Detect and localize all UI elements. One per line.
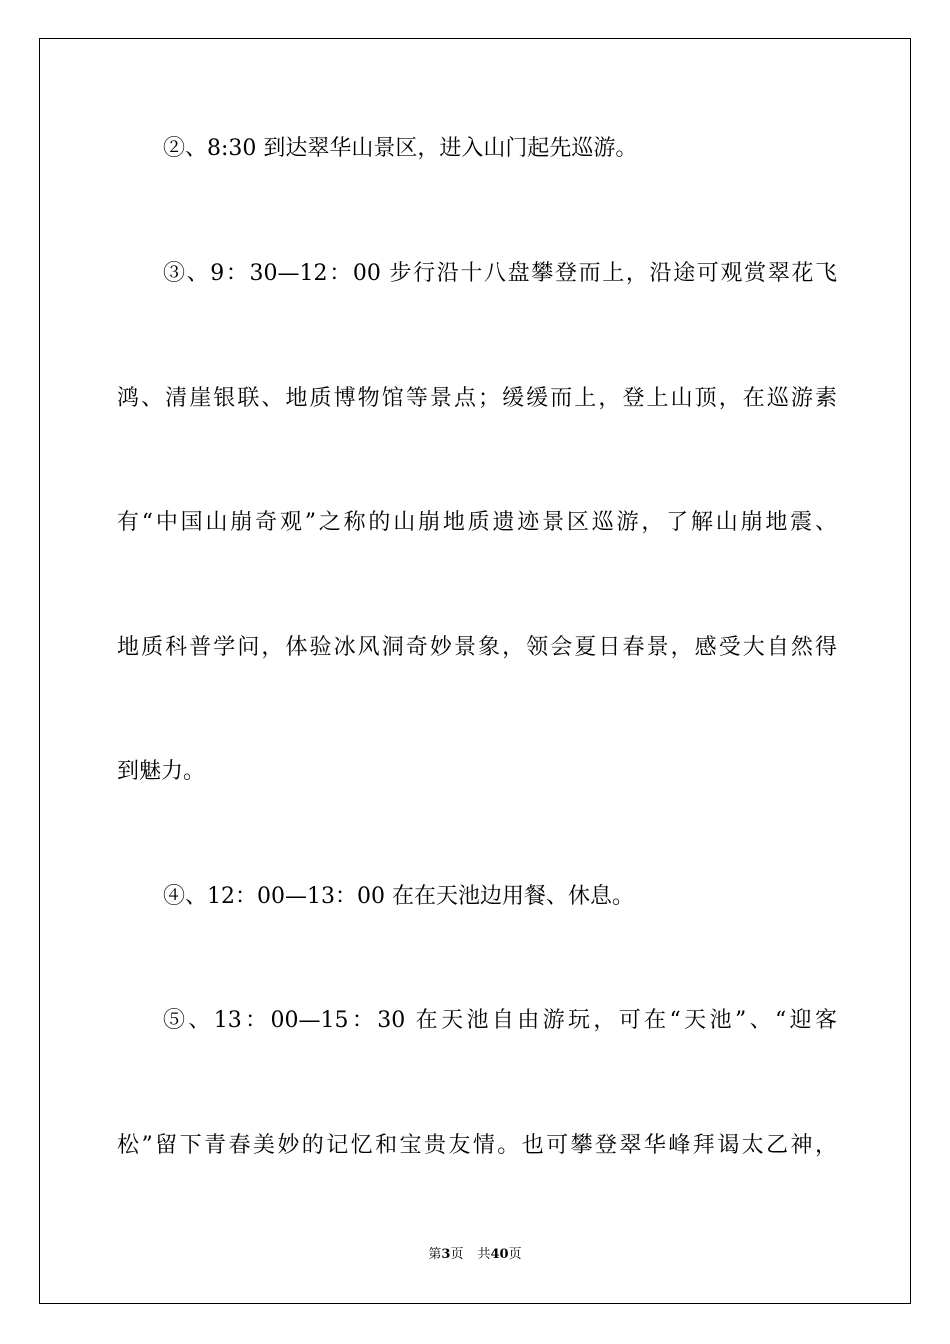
- paragraph-line-3: 鸿、清崖银联、地质博物馆等景点；缓缓而上，登上山顶，在巡游素: [117, 386, 837, 411]
- footer-page-number: 3: [441, 1247, 451, 1262]
- footer-page-prefix: 第: [428, 1247, 442, 1262]
- paragraph-line-7: ④、12：00—13：00 在在天池边用餐、休息。: [163, 884, 634, 909]
- footer-total-pages: 40: [490, 1247, 509, 1262]
- footer-total-prefix: 共: [477, 1247, 491, 1262]
- page-border: [39, 38, 911, 1304]
- paragraph-line-8: ⑤、13：00—15：30 在天池自由游玩，可在“天池”、“迎客: [163, 1008, 837, 1033]
- paragraph-line-4: 有“中国山崩奇观”之称的山崩地质遗迹景区巡游，了解山崩地震、: [117, 510, 837, 535]
- footer-total-suffix: 页: [508, 1247, 522, 1262]
- paragraph-line-5: 地质科普学问，体验冰风洞奇妙景象，领会夏日春景，感受大自然得: [117, 635, 837, 660]
- paragraph-line-6: 到魅力。: [117, 759, 206, 784]
- footer-page-suffix: 页: [450, 1247, 464, 1262]
- paragraph-line-9: 松”留下青春美妙的记忆和宝贵友情。也可攀登翠华峰拜谒太乙神，: [117, 1133, 837, 1158]
- paragraph-line-1: ②、8:30 到达翠华山景区，进入山门起先巡游。: [163, 136, 638, 161]
- paragraph-line-2: ③、9：30—12：00 步行沿十八盘攀登而上，沿途可观赏翠花飞: [163, 261, 837, 286]
- page-footer: [0, 1246, 950, 1264]
